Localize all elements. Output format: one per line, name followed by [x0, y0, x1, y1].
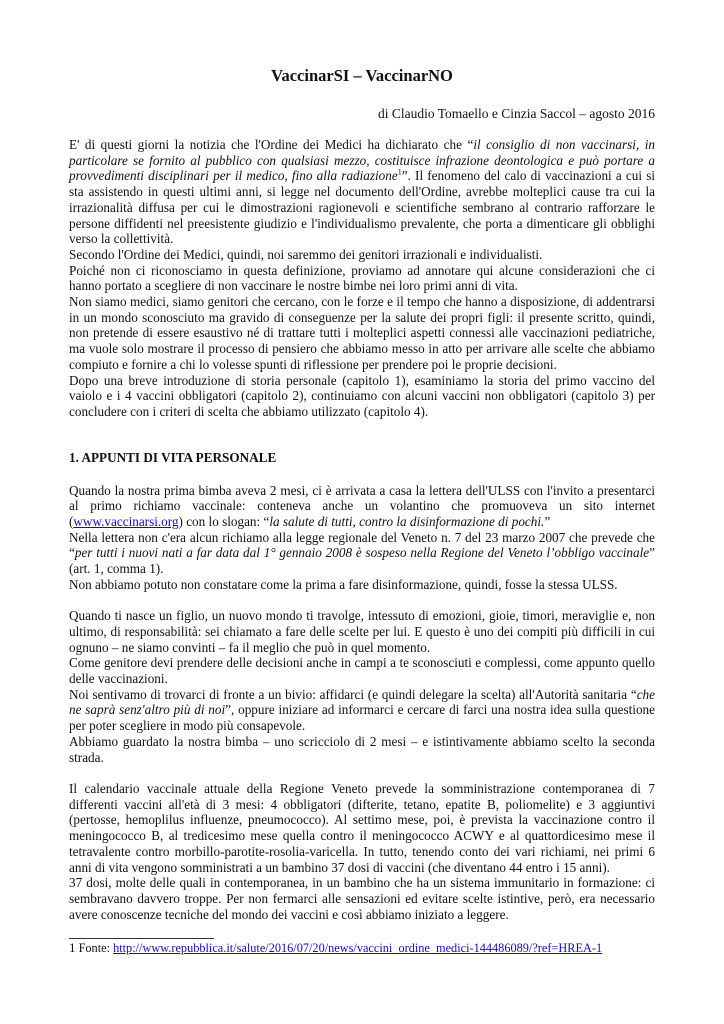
section-1-paragraph-7: Abbiamo guardato la nostra bimba – uno scricciolo di 2 mesi – e istintivamente abbiamo scelto la seconda strada.: [69, 733, 655, 765]
section-1-body: [69, 483, 655, 923]
intro-paragraph-3: Poiché non ci riconosciamo in questa definizione, proviamo ad annotare qui alcune considerazioni che ci hanno portato a scegliere di non vaccinare le nostre bimbe nei loro primi anni di vita.: [69, 262, 655, 294]
footnote-source-link[interactable]: http://www.repubblica.it/salute/2016/07/20/news/vaccini_ordine_medici-144486089/?ref=HREA-1: [113, 941, 603, 955]
section-1-paragraph-9: 37 dosi, molte delle quali in contemporanea, in un bambino che ha un sistema immunitario in formazione: ci sembravano davvero troppe. Per non fermarci alle sensazioni ed evitare scelte istintive, però, era necessario avere conoscenze tecniche del mondo dei vaccini e così abbiamo iniziato a leggere.: [69, 875, 655, 922]
intro-section: [69, 137, 655, 420]
section-1-paragraph-8: Il calendario vaccinale attuale della Regione Veneto prevede la somministrazione contemporanea di 7 differenti vaccini all'età di 3 mesi: 4 obbligatori (difterite, tetano, epatite B, poliomelite) e 3 aggiuntivi (pertosse, hemoplilus influenze, pneumococco). Al settimo mese, poi, è prevista la vaccinazione contro il meningococco B, al tredicesimo mese quella contro il meningococco ACWY e al quattordicesimo mese il tetravalente contro morbillo-parotite-rosolia-varicella. In tutto, tenendo conto dei vari richiami, nei primi 6 anni di vita vengono somministrati a un bambino 37 dosi di vaccini (che diventano 44 entro i 15 anni).: [69, 780, 655, 875]
section-1-paragraph-3: Non abbiamo potuto non constatare come la prima a fare disinformazione, quindi, fosse la stessa ULSS.: [69, 576, 618, 592]
footnote-separator: [69, 938, 214, 939]
ordine-quote: il consiglio di non vaccinarsi, in particolare se fornito al pubblico con qualsiasi mezzo, costituisce infrazione deontologica e può portare a provvedimenti disciplinari per il medico, fino alla radiazione: [69, 137, 656, 184]
footnote-label: Fonte:: [75, 941, 114, 955]
document-title: VaccinarSI – VaccinarNO: [271, 66, 453, 85]
intro-paragraph-2: Secondo l'Ordine dei Medici, quindi, noi saremmo dei genitori irrazionali e individualisti.: [69, 246, 543, 262]
footnote-ref: 1: [397, 168, 402, 178]
intro-paragraph-4: Non siamo medici, siamo genitori che cercano, con le forze e il tempo che hanno a disposizione, di addentrarsi in un mondo sconosciuto ma gravido di conseguenze per la salute dei propri figli: il presente scritto, quindi, non pretende di essere esaustivo né di trattare tutti i molteplici aspetti connessi alle vaccinazioni pediatriche, ma vuole solo mostrare il processo di pensiero che abbiamo messo in atto per arrivare alle scelte che abbiamo compiuto e fornire a chi lo volesse spunti di riflessione per prendere poi le proprie decisioni.: [69, 294, 655, 372]
section-1-paragraph-5: Come genitore devi prendere delle decisioni anche in campi a te sconosciuti e complessi, come appunto quello delle vaccinazioni.: [69, 655, 655, 687]
section-1-paragraph-2: Nella lettera non c'era alcun richiamo alla legge regionale del Veneto n. 7 del 23 marzo 2007 che prevede che “per tutti i nuovi nati a far data dal 1° gennaio 2008 è sospeso nella Regione del Veneto l’obbligo vaccinale” (art. 1, comma 1).: [69, 529, 655, 577]
intro-paragraph-1: E' di questi giorni la notizia che l'Ordine dei Medici ha dichiarato che “il consiglio di non vaccinarsi, in particolare se fornito al pubblico con qualsiasi mezzo, costituisce infrazione deontologica e può portare a provvedimenti disciplinari per il medico, fino alla radiazione$^1$”. Il fenomeno del calo di vaccinazioni a cui si sta assistendo in questi ultimi anni, si legge nel documento dell'Ordine, avrebbe molteplici cause tra cui la irrazionalità diffusa per cui le dimostrazioni ragionevoli e scientifiche sembrano al contrario rafforzare le persone diffidenti nel preesistente giudizio e l'individualismo prevalente, che porta a dimenticare gli obblighi verso la collettività.: [69, 137, 656, 247]
section-1-heading: 1. APPUNTI DI VITA PERSONALE: [69, 449, 277, 465]
footnote-number: 1: [69, 940, 76, 955]
section-1-paragraph-6: Noi sentivamo di trovarci di fronte a un bivio: affidarci (e quindi delegare la scelta) all'Autorità sanitaria “che ne saprà senz'altro più di noi”, oppure iniziare ad informarci e cercare di farci una nostra idea sulla questione per poter scegliere in modo più consapevole.: [69, 686, 655, 734]
footnote: [69, 940, 602, 956]
intro-paragraph-5: Dopo una breve introduzione di storia personale (capitolo 1), esaminiamo la storia del primo vaccino del vaiolo e i 4 vaccini obbligatori (capitolo 2), continuiamo con alcuni vaccini non obbligatori (capitolo 3) per concludere con i criteri di scelta che abbiamo utilizzato (capitolo 4).: [69, 372, 655, 419]
vaccinarsi-link[interactable]: www.vaccinarsi.org: [73, 514, 179, 530]
section-1-paragraph-4: Quando ti nasce un figlio, un nuovo mondo ti travolge, intessuto di emozioni, gioie, timori, meraviglie e, non ultimo, di responsabilità: sei chiamato a fare delle scelte per lui. E questo è uno dei compiti più difficili in cui ognuno – ne siamo convinti – fa il meglio che può in quel momento.: [69, 608, 655, 655]
paragraph-gap: [69, 765, 655, 781]
paragraph-gap: [69, 593, 655, 609]
document-page: [69, 66, 655, 922]
byline: di Claudio Tomaello e Cinzia Saccol – agosto 2016: [377, 106, 655, 121]
section-1-paragraph-1: Quando la nostra prima bimba aveva 2 mesi, ci è arrivata a casa la lettera dell'ULSS con l'invito a presentarci al primo richiamo vaccinale: conteneva anche un volantino che promuoveva un sito internet (www.vaccinarsi.org) con lo slogan: “la salute di tutti, contro la disinformazione di pochi.”: [69, 482, 655, 530]
